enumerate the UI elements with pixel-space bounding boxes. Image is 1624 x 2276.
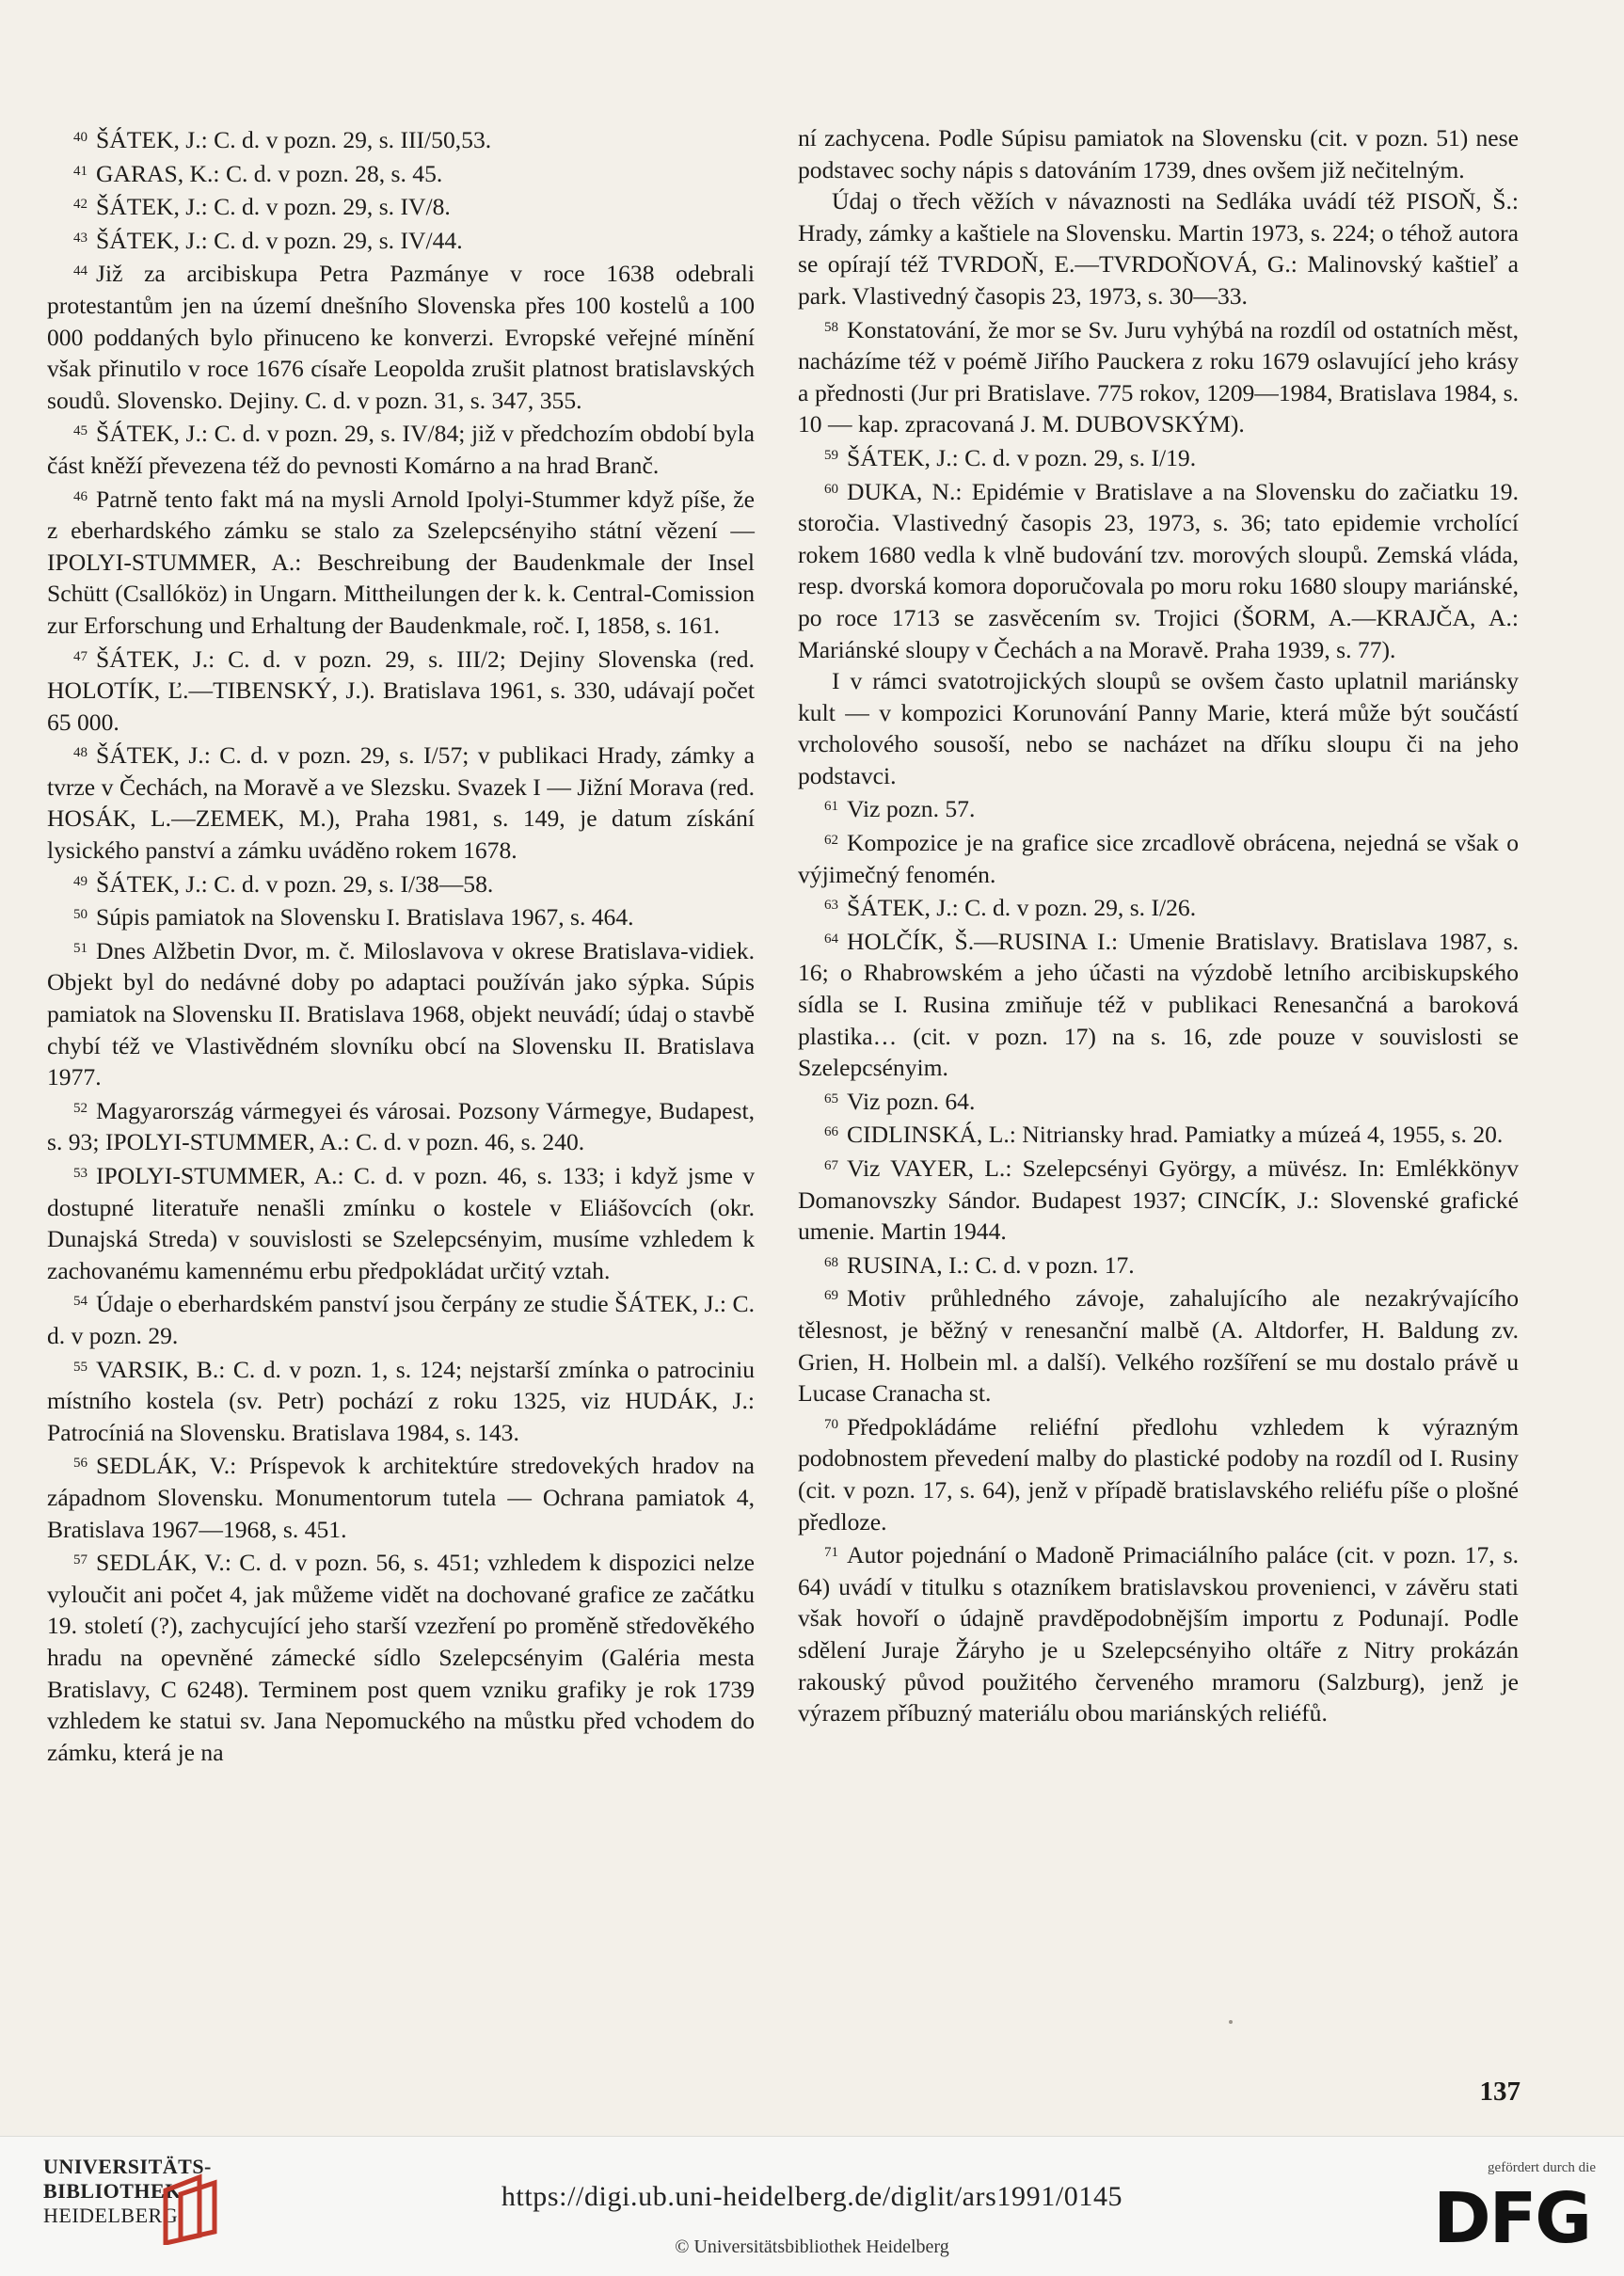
footnote-text: ŠÁTEK, J.: C. d. v pozn. 29, s. IV/84; již v předchozím období byla část kněží převezena též do pevnosti Komárno a na hrad Branč. <box>47 420 755 479</box>
footnote-number: 65 <box>824 1090 838 1106</box>
footnote-48 <box>47 738 755 866</box>
footnote-number: 46 <box>73 488 88 504</box>
continued-footnote-text: ní zachycena. Podle Súpisu pamiatok na Slovensku (cit. v pozn. 51) nese podstavec sochy nápis s datováním 1739, dnes ovšem již nečitelným. <box>798 124 1519 183</box>
body-paragraph: I v rámci svatotrojických sloupů se ovšem často uplatnil mariánsky kult — v kompozici Korunování Panny Marie, která může být součástí vrcholového sousoší, nebo se nacházet na dříku sloupu či na jeho podstavci. <box>798 667 1519 789</box>
footnote-text: Již za arcibiskupa Petra Pazmánye v roce 1638 odebrali protestantům jen na území dnešního Slovenska přes 100 kostelů a 100 000 poddaných bylo přinuceno ke konverzi. Evropské veřejné mínění však přinutilo v roce 1676 císaře Leopolda zrušit platnost bratislavských soudů. Slovensko. Dejiny. C. d. v pozn. 31, s. 347, 355. <box>47 260 755 414</box>
dfg-caption: gefördert durch die <box>1488 2160 1596 2175</box>
body-paragraph: Údaj o třech věžích v návaznosti na Sedláka uvádí též PISOŇ, Š.: Hrady, zámky a kaštiele na Slovensku. Martin 1973, s. 224; o téhož autora se opírají též TVRDOŇ, E.—TVRDOŇOVÁ, G.: Malinovský kaštieľ a park. Vlastivedný časopis 23, 1973, s. 30—33. <box>798 187 1519 310</box>
footnote-group <box>798 791 1519 1728</box>
footnote-53 <box>47 1158 755 1286</box>
page-number: 137 <box>1479 2077 1521 2107</box>
footnote-number: 43 <box>73 230 88 246</box>
footnote-63 <box>798 890 1519 924</box>
footnote-number: 55 <box>73 1359 88 1375</box>
footnote-49 <box>47 867 755 900</box>
footnote-text: ŠÁTEK, J.: C. d. v pozn. 29, s. IV/8. <box>96 193 451 221</box>
footnote-text: Kompozice je na grafice sice zrcadlově obrácena, nejedná se však o výjimečný fenomén. <box>798 829 1519 888</box>
footnote-text: Údaje o eberhardském panství jsou čerpány ze studie ŠÁTEK, J.: C. d. v pozn. 29. <box>47 1290 755 1349</box>
library-name-line1: UNIVERSITÄTS- <box>43 2155 212 2178</box>
footnote-text: Konstatování, že mor se Sv. Juru vyhýbá na rozdíl od ostatních měst, nacházíme též v poémě Jiřího Pauckera z roku 1679 oslavující jeho krásy a přednosti (Jur pri Bratislave. 775 rokov, 1209—1984, Bratislava 1984, s. 10 — kap. zpracovaná J. M. DUBOVSKÝM). <box>798 315 1519 438</box>
document-url-link[interactable]: https://digi.ub.uni-heidelberg.de/diglit/ars1991/0145 <box>501 2181 1123 2212</box>
footnote-number: 49 <box>73 873 88 889</box>
footnote-text: GARAS, K.: C. d. v pozn. 28, s. 45. <box>96 159 443 187</box>
footnote-69 <box>798 1281 1519 1409</box>
footnote-text: Viz pozn. 64. <box>847 1087 976 1115</box>
footnote-number: 42 <box>73 197 88 213</box>
footnote-number: 40 <box>73 130 88 145</box>
footnote-50 <box>47 899 755 933</box>
footnote-47 <box>47 642 755 739</box>
footnote-number: 64 <box>824 931 838 947</box>
footnote-66 <box>798 1117 1519 1151</box>
footnote-text: Magyarország vármegyei és városai. Pozsony Vármegye, Budapest, s. 93; IPOLYI-STUMMER, A.: C. d. v pozn. 46, s. 240. <box>47 1096 755 1156</box>
footnote-number: 60 <box>824 481 838 497</box>
footnote-text: IPOLYI-STUMMER, A.: C. d. v pozn. 46, s. 133; i když jsme v dostupné literatuře nenašli zmínku o kostele v Eliášovcích (okr. Dunajská Streda) v souvislosti se Szelepcsényim, musíme vzhledem k zachovanému kamennému erbu předpokládat určitý vztah. <box>47 1162 755 1284</box>
footnote-text: Dnes Alžbetin Dvor, m. č. Miloslavova v okrese Bratislava-vidiek. Objekt byl do nedávné doby po adaptaci používán jako sýpka. Súpis pamiatok na Slovensku II. Bratislava 1968, objekt neuvádí; údaj o stavbě chybí též ve Vlastivědném slovníku obcí na Slovensku II. Bratislava 1977. <box>47 936 755 1091</box>
footnote-44 <box>47 256 755 416</box>
footnote-number: 52 <box>73 1100 88 1116</box>
footnote-text: Viz pozn. 57. <box>847 795 976 823</box>
footnote-71 <box>798 1537 1519 1729</box>
footnote-number: 68 <box>824 1254 838 1270</box>
footnote-number: 66 <box>824 1124 838 1140</box>
footnote-text: ŠÁTEK, J.: C. d. v pozn. 29, s. I/57; v publikaci Hrady, zámky a tvrze v Čechách, na Moravě a ve Slezsku. Svazek I — Jižní Morava (red. HOSÁK, L.—ZEMEK, M.), Praha 1981, s. 149, je datum získání lysického panství a zámku uváděno rokem 1678. <box>47 741 755 865</box>
footnote-56 <box>47 1448 755 1545</box>
footnote-text: Motiv průhledného závoje, zahalujícího ale nezakrývajícího tělesnost, je běžný v renesanční malbě (A. Altdorfer, H. Baldung zv. Grien, H. Holbein ml. a další). Velkého rozšíření se mu dostalo právě u Lucase Cranacha st. <box>798 1284 1519 1408</box>
footnote-61 <box>798 791 1519 825</box>
footnote-number: 47 <box>73 648 88 664</box>
footnote-number: 59 <box>824 447 838 463</box>
footnote-60 <box>798 474 1519 666</box>
footnote-65 <box>798 1084 1519 1118</box>
footnote-70 <box>798 1409 1519 1537</box>
footnote-number: 41 <box>73 163 88 179</box>
footnote-text: ŠÁTEK, J.: C. d. v pozn. 29, s. I/38—58. <box>96 869 494 898</box>
footnote-number: 50 <box>73 907 88 923</box>
footnote-number: 44 <box>73 263 88 279</box>
footnote-text: Súpis pamiatok na Slovensku I. Bratislava 1967, s. 464. <box>96 903 634 931</box>
footnote-number: 53 <box>73 1166 88 1181</box>
footnote-text: ŠÁTEK, J.: C. d. v pozn. 29, s. III/2; Dejiny Slovenska (red. HOLOTÍK, Ľ.—TIBENSKÝ, J.). Bratislava 1961, s. 330, udávají počet 65 000. <box>47 645 755 736</box>
footnote-text: DUKA, N.: Epidémie v Bratislave a na Slovensku do začiatku 19. storočia. Vlastivedný časopis 23, 1973, s. 36; tato epidemie vrcholící rokem 1680 vedla k vlně budování tzv. morových sloupů. Zemská vláda, resp. dvorská komora doporučovala po moru roku 1680 sloupy mariánské, po roce 1713 se zasvěcením sv. Trojici (ŠORM, A.—KRAJČA, A.: Mariánské sloupy v Čechách a na Moravě. Praha 1939, s. 77). <box>798 477 1519 663</box>
footnote-68 <box>798 1248 1519 1281</box>
footnote-number: 58 <box>824 319 838 335</box>
footnote-text: Autor pojednání o Madoně Primaciálního paláce (cit. v pozn. 17, s. 64) uvádí v titulku s otazníkem bratislavskou provenienci, v závěru stati však hovoří o údajně pravděpodobnějším importu z Podunají. Podle sdělení Juraje Žáryho je u Szelepcsényiho oltáře z Nitry prokázán rakouský původ použitého červeného mramoru (Salzburg), jenž je výrazem příbuzný materiálu obou mariánských reliéfů. <box>798 1541 1519 1727</box>
dfg-logo: DFG <box>1433 2178 1590 2259</box>
footnote-text: Předpokládáme reliéfní předlohu vzhledem k výrazným podobnostem převedení malby do plastické podoby na rozdíl od I. Rusiny (cit. v pozn. 17, s. 64), jenž v případě bratislavského reliéfu píše o plošné předloze. <box>798 1412 1519 1536</box>
footnote-40 <box>47 122 755 156</box>
footnote-text: Viz VAYER, L.: Szelepcsényi György, a müvész. In: Emlékkönyv Domanovszky Sándor. Budapest 1937; CINCÍK, J.: Slovenské grafické umenie. Martin 1944. <box>798 1154 1519 1246</box>
footnote-54 <box>47 1286 755 1351</box>
footnote-number: 67 <box>824 1158 838 1173</box>
footnote-51 <box>47 933 755 1093</box>
footnote-number: 51 <box>73 940 88 956</box>
footnote-text: ŠÁTEK, J.: C. d. v pozn. 29, s. I/19. <box>847 443 1197 471</box>
footnote-41 <box>47 156 755 190</box>
footnote-number: 48 <box>73 745 88 761</box>
footnote-62 <box>798 825 1519 890</box>
copyright-notice: © Universitätsbibliothek Heidelberg <box>675 2236 949 2257</box>
footnote-number: 45 <box>73 423 88 439</box>
scan-speck <box>1229 2020 1233 2024</box>
footnote-text: SEDLÁK, V.: C. d. v pozn. 56, s. 451; vzhledem k dispozici nelze vyloučit ani počet 4, jak můžeme vidět na dochované grafice ze začátku 19. století (?), zachycující jeho starší vzezření po proměně středověkého hradu na opevněné zámecké sídlo Szelepcsényim (Galéria mesta Bratislavy, C 6248). Terminem post quem vzniku grafiky je rok 1739 vzhledem ke statui sv. Jana Nepomuckého na můstku před vchodem do zámku, která je na <box>47 1549 755 1766</box>
footnote-number: 56 <box>73 1456 88 1472</box>
footnote-64 <box>798 924 1519 1084</box>
footnote-group <box>798 312 1519 666</box>
footnote-58 <box>798 312 1519 440</box>
footnote-57 <box>47 1545 755 1768</box>
footnote-text: HOLČÍK, Š.—RUSINA I.: Umenie Bratislavy. Bratislava 1987, s. 16; o Rhabrowském a jeho účasti na výzdobě letního arcibiskupského sídla se I. Rusina zmiňuje též v publikaci Renesančná a baroková plastika… (cit. v pozn. 17) na s. 16, zde pouze v souvislosti se Szelepcsényim. <box>798 927 1519 1082</box>
library-name-line3: HEIDELBERG <box>43 2204 179 2227</box>
footnote-59 <box>798 440 1519 474</box>
library-name-line2: BIBLIOTHEK <box>43 2179 182 2203</box>
footnote-text: ŠÁTEK, J.: C. d. v pozn. 29, s. IV/44. <box>96 226 463 254</box>
footnote-number: 63 <box>824 898 838 914</box>
left-column <box>47 122 755 1768</box>
footnote-number: 69 <box>824 1288 838 1304</box>
footnote-text: ŠÁTEK, J.: C. d. v pozn. 29, s. III/50,53. <box>96 126 492 153</box>
footnote-text: ŠÁTEK, J.: C. d. v pozn. 29, s. I/26. <box>847 894 1197 922</box>
footnote-number: 54 <box>73 1294 88 1310</box>
footnote-55 <box>47 1352 755 1449</box>
footnote-number: 62 <box>824 833 838 849</box>
footnote-number: 61 <box>824 799 838 815</box>
footnote-45 <box>47 416 755 481</box>
footnote-52 <box>47 1093 755 1158</box>
footnote-text: Patrně tento fakt má na mysli Arnold Ipolyi-Stummer když píše, že z eberhardského zámku se stalo za Szelepcsényiho státní vězení — IPOLYI-STUMMER, A.: Beschreibung der Baudenkmale der Insel Schütt (Csallóköz) in Ungarn. Mittheilungen der k. k. Central-Comission zur Erforschung und Erhaltung der Baudenkmale, roč. I, 1858, s. 161. <box>47 485 755 639</box>
footnote-text: RUSINA, I.: C. d. v pozn. 17. <box>847 1250 1135 1279</box>
footnote-text: CIDLINSKÁ, L.: Nitriansky hrad. Pamiatky a múzeá 4, 1955, s. 20. <box>847 1121 1504 1149</box>
footnote-text: VARSIK, B.: C. d. v pozn. 1, s. 124; nejstarší zmínka o patrociniu místního kostela (sv. Petr) pochází z roku 1325, viz HUDÁK, J.: Patrocíniá na Slovensku. Bratislava 1984, s. 143. <box>47 1355 755 1446</box>
footnote-number: 71 <box>824 1545 838 1561</box>
footnote-number: 70 <box>824 1416 838 1432</box>
right-column <box>798 122 1519 1729</box>
footnote-43 <box>47 223 755 257</box>
footnote-46 <box>47 482 755 642</box>
footnote-number: 57 <box>73 1552 88 1568</box>
footnote-text: SEDLÁK, V.: Príspevok k architektúre stredovekých hradov na západnom Slovensku. Monumentorum tutela — Ochrana pamiatok 4, Bratislava 1967—1968, s. 451. <box>47 1452 755 1543</box>
footnote-67 <box>798 1151 1519 1248</box>
footnote-42 <box>47 189 755 223</box>
